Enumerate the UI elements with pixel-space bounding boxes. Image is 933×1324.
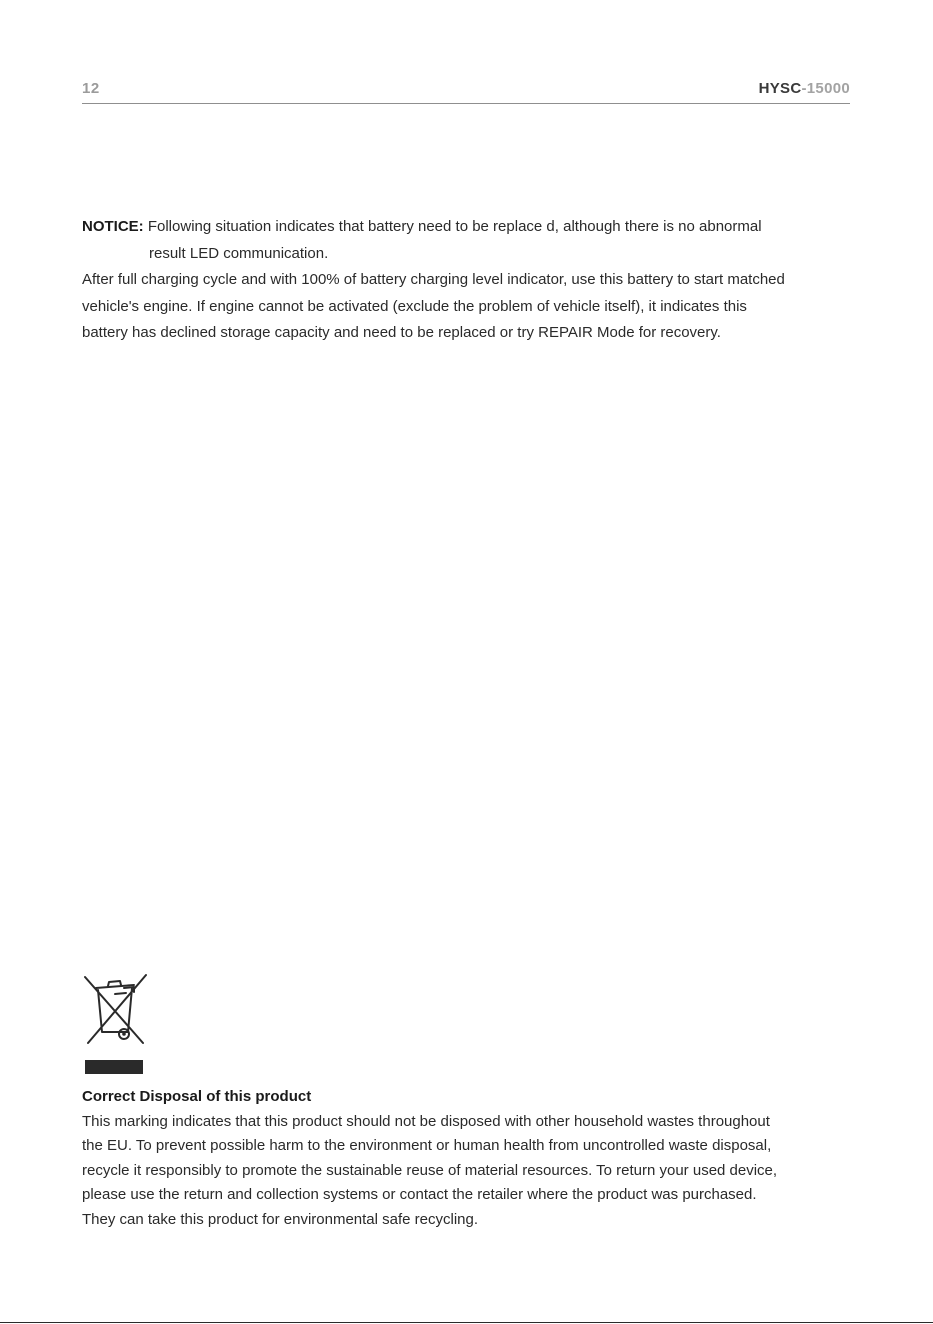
model-number: -15000 xyxy=(801,80,850,97)
model-name xyxy=(759,80,850,97)
page-number: 12 xyxy=(82,80,100,97)
notice-text-1: Following situation indicates that battery need to be replace d, although there is no abnormal xyxy=(147,218,762,235)
bottom-divider xyxy=(0,1322,933,1323)
notice-line-5: battery has declined storage capacity and need to be replaced or try REPAIR Mode for recovery. xyxy=(82,324,721,341)
disposal-line: the EU. To prevent possible harm to the environment or human health from uncontrolled waste disposal, xyxy=(82,1137,772,1154)
header-divider xyxy=(82,103,850,104)
model-brand: HYSC xyxy=(758,80,802,97)
disposal-heading: Correct Disposal of this product xyxy=(82,1088,312,1105)
notice-line-3: After full charging cycle and with 100% of battery charging level indicator, use this battery to start matched xyxy=(82,271,785,288)
notice-label: NOTICE: xyxy=(82,218,144,235)
weee-crossed-bin-icon xyxy=(80,972,150,1076)
notice-line-1 xyxy=(82,214,857,241)
disposal-line: They can take this product for environmental safe recycling. xyxy=(82,1210,479,1228)
notice-line-4: vehicle's engine. If engine cannot be activated (exclude the problem of vehicle itself), it indicates this xyxy=(82,297,747,315)
notice-line-2: result LED communication. xyxy=(149,244,329,262)
disposal-line: This marking indicates that this product should not be disposed with other household wastes throughout xyxy=(82,1112,770,1130)
disposal-section xyxy=(82,1085,852,1232)
disposal-line: please use the return and collection systems or contact the retailer where the product was purchased. xyxy=(82,1186,757,1203)
notice-section xyxy=(82,214,857,347)
disposal-line: recycle it responsibly to promote the sustainable reuse of material resources. To return your used device, xyxy=(82,1161,778,1179)
